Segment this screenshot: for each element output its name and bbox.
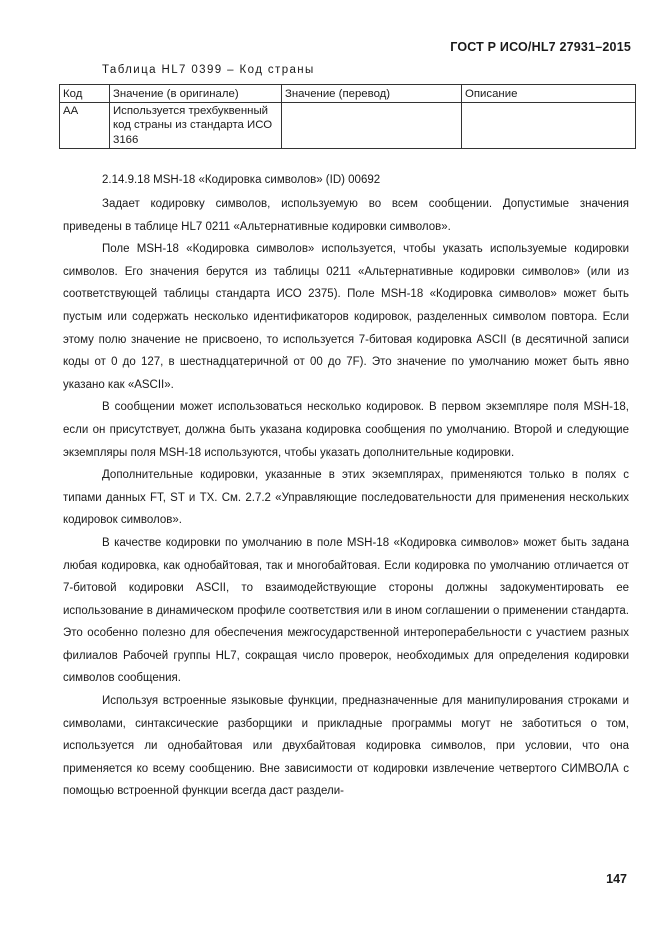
cell-translated-value	[282, 102, 462, 149]
country-code-table	[59, 84, 636, 149]
column-header-description: Описание	[462, 85, 636, 103]
page-number: 147	[606, 872, 627, 886]
table-caption: Таблица HL7 0399 – Код страны	[102, 64, 315, 76]
paragraph-5: В качестве кодировки по умолчанию в поле MSH-18 «Кодировка символов» может быть задана любая кодировка, как однобайтовая, так и многобайтовая. Если кодировка по умолчанию отличается от 7-битовой кодировки ASCII, то взаимодействующие стороны должны задокументировать ее использование в динамическом профиле соответствия или в ином соглашении о применении стандарта. Это особенно полезно для обеспечения межгосударственной интероперабельности с участием разных филиалов Рабочей группы HL7, сокращая число проверок, необходимых для определения кодировки символов сообщения.	[63, 536, 629, 685]
body-text	[63, 193, 629, 803]
table-row	[60, 102, 636, 149]
table-header-row	[60, 85, 636, 103]
cell-code: AA	[60, 102, 110, 149]
table-header	[60, 85, 636, 103]
column-header-code: Код	[60, 85, 110, 103]
table-body	[60, 102, 636, 149]
column-header-translated-value: Значение (перевод)	[282, 85, 462, 103]
paragraph-1: Задает кодировку символов, используемую во всем сообщении. Допустимые значения приведены в таблице HL7 0211 «Альтернативные кодировки символов».	[63, 198, 629, 233]
cell-original-value: Используется трехбуквенный код страны из стандарта ИСО 3166	[110, 102, 282, 149]
paragraph-2: Поле MSH-18 «Кодировка символов» используется, чтобы указать используемые кодировки символов. Его значения берутся из таблицы 0211 «Альтернативные кодировки символов» (или из соответствующей таблицы стандарта ИСО 2375). Поле MSH-18 «Кодировка символов» может быть пустым или содержать несколько идентификаторов кодировок, разделенных символом повтора. Если этому полю значение не присвоено, то используется 7-битовая кодировка ASCII (в десятичной записи коды от 0 до 127, в шестнадцатеричной от 00 до 7F). Это значение по умолчанию может быть явно указано как «ASCII».	[63, 243, 629, 391]
cell-description	[462, 102, 636, 149]
column-header-original-value: Значение (в оригинале)	[110, 85, 282, 103]
paragraph-6: Используя встроенные языковые функции, предназначенные для манипулирования строками и символами, синтаксические разборщики и прикладные программы могут не заботиться о том, используется ли однобайтовая или двухбайтовая кодировка символов, при условии, что она применяется ко всему сообщению. Вне зависимости от кодировки извлечение четвертого СИМВОЛА с помощью встроенной функции всегда даст раздели-	[63, 695, 629, 798]
paragraph-4: Дополнительные кодировки, указанные в этих экземплярах, применяются только в полях с типами данных FT, ST и TX. См. 2.7.2 «Управляющие последовательности для применения нескольких кодировок символов».	[63, 469, 629, 527]
section-title: 2.14.9.18 MSH-18 «Кодировка символов» (ID) 00692	[102, 174, 381, 186]
paragraph-3: В сообщении может использоваться несколько кодировок. В первом экземпляре поля MSH-18, если он присутствует, должна быть указана кодировка сообщения по умолчанию. Второй и следующие экземпляры поля MSH-18 используются, чтобы указать дополнительные кодировки.	[63, 401, 629, 459]
document-header-standard-id: ГОСТ Р ИСО/HL7 27931–2015	[450, 40, 631, 54]
